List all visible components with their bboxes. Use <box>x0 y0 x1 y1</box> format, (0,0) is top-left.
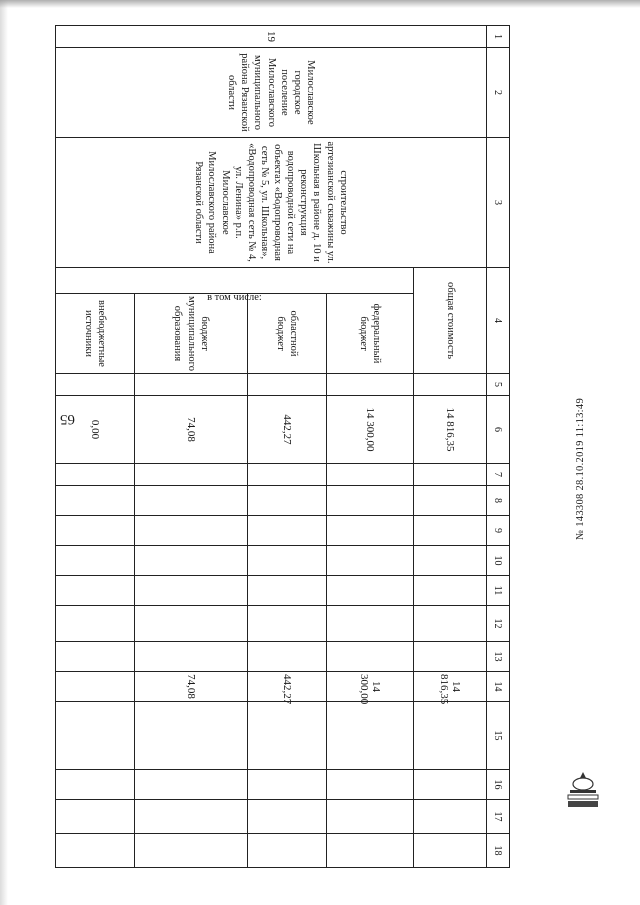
cell-col16 <box>134 770 248 800</box>
col-num: 12 <box>487 606 510 642</box>
cell-col17 <box>326 800 414 834</box>
cell-col12 <box>414 606 487 642</box>
cell-col8 <box>248 486 327 516</box>
col-num: 18 <box>487 834 510 868</box>
cell-col10 <box>414 546 487 576</box>
col-num: 6 <box>487 396 510 464</box>
cell-col8 <box>414 486 487 516</box>
cell-col12 <box>56 606 135 642</box>
cell-col14: 14 816,35 <box>414 672 487 702</box>
cell-col14: 74,08 <box>134 672 248 702</box>
cell-col9 <box>248 516 327 546</box>
cell-col15 <box>134 702 248 770</box>
cell-col14: 442,27 <box>248 672 327 702</box>
cell-col8 <box>56 486 135 516</box>
cell-col8 <box>134 486 248 516</box>
col-num: 13 <box>487 642 510 672</box>
cell-col7 <box>134 464 248 486</box>
cell-col14: 14 300,00 <box>326 672 414 702</box>
col-num: 16 <box>487 770 510 800</box>
cell-col13 <box>134 642 248 672</box>
col-num: 4 <box>487 268 510 374</box>
cell-col13 <box>248 642 327 672</box>
col-num: 9 <box>487 516 510 546</box>
cell-col16 <box>326 770 414 800</box>
registration-stamp: № 143308 28.10.2019 11:13:49 <box>575 398 586 540</box>
cell-col18 <box>326 834 414 868</box>
cell-col11 <box>56 576 135 606</box>
cell-col13 <box>326 642 414 672</box>
row-label: общая стоимость <box>414 268 487 374</box>
cell-col15 <box>56 702 135 770</box>
cell-col6: 14 816,35 <box>414 396 487 464</box>
cell-col17 <box>56 800 135 834</box>
cell-col8 <box>326 486 414 516</box>
financing-table <box>55 25 510 902</box>
cell-col11 <box>134 576 248 606</box>
data-row-total <box>414 26 487 902</box>
cell-col6: 0,00 <box>56 396 135 464</box>
cell-col12 <box>326 606 414 642</box>
row-label: федеральный бюджет <box>326 294 414 374</box>
cell-col12 <box>134 606 248 642</box>
col-num: 10 <box>487 546 510 576</box>
col-num: 15 <box>487 702 510 770</box>
cell-col11 <box>248 576 327 606</box>
cell-col10 <box>248 546 327 576</box>
cell-col15 <box>326 702 414 770</box>
cell-col16 <box>248 770 327 800</box>
col-num: 8 <box>487 486 510 516</box>
rotated-table <box>55 25 510 856</box>
cell-col6: 442,27 <box>248 396 327 464</box>
page-number: 65 <box>60 411 75 427</box>
col-num: 1 <box>487 26 510 48</box>
col-num: 14 <box>487 672 510 702</box>
cell-col5 <box>326 374 414 396</box>
col-num: 11 <box>487 576 510 606</box>
including-label <box>56 268 415 303</box>
cell-col9 <box>414 516 487 546</box>
column-number-row <box>487 26 510 902</box>
cell-col6: 74,08 <box>134 396 248 464</box>
cell-col5 <box>248 374 327 396</box>
cell-col18 <box>414 834 487 868</box>
cell-col9 <box>134 516 248 546</box>
scan-edge-top <box>0 0 640 8</box>
cell-col6: 14 300,00 <box>326 396 414 464</box>
cell-col13 <box>56 642 135 672</box>
cell-col18 <box>134 834 248 868</box>
cell-col7 <box>414 464 487 486</box>
col-num: 2 <box>487 48 510 138</box>
seal-icon <box>566 770 600 810</box>
row-number: 19 <box>56 26 487 48</box>
row-label: областной бюджет <box>248 294 327 374</box>
cell-col5 <box>414 374 487 396</box>
cell-col16 <box>414 770 487 800</box>
cell-col12 <box>248 606 327 642</box>
cell-col14 <box>56 672 135 702</box>
cell-col10 <box>134 546 248 576</box>
cell-col9 <box>326 516 414 546</box>
table-area <box>55 25 510 856</box>
cell-col10 <box>56 546 135 576</box>
col-num: 17 <box>487 800 510 834</box>
scan-edge-left <box>0 0 8 905</box>
cell-col7 <box>248 464 327 486</box>
cell-col15 <box>248 702 327 770</box>
cell-col18 <box>56 834 135 868</box>
cell-col5 <box>56 374 135 396</box>
row-label: бюджет муниципального образования <box>134 294 248 374</box>
cell-col13 <box>414 642 487 672</box>
cell-col5 <box>134 374 248 396</box>
cell-col17 <box>248 800 327 834</box>
project-cell: строительство артезианской скважины ул. Школьная в районе д. 10 и реконструкция водопроводной сети на объектах «Водопроводная сеть № 5, ул. Школьная», «Водопроводная сеть № 4, ул. Ленина» р.п. Милославское Милославского района Рязанской области <box>56 138 487 268</box>
cell-col9 <box>56 516 135 546</box>
row-label: внебюджетные источники <box>56 294 135 374</box>
cell-col17 <box>414 800 487 834</box>
including-label-text: в том числе: <box>207 291 263 303</box>
cell-col15 <box>414 702 487 770</box>
col-num: 5 <box>487 374 510 396</box>
cell-col17 <box>134 800 248 834</box>
cell-col16 <box>56 770 135 800</box>
cell-col11 <box>414 576 487 606</box>
cell-col18 <box>248 834 327 868</box>
col-num: 3 <box>487 138 510 268</box>
cell-col7 <box>56 464 135 486</box>
cell-col7 <box>326 464 414 486</box>
cell-col11 <box>326 576 414 606</box>
recipient-cell: Милославское городское поселение Милославского муниципального района Рязанской области <box>56 48 487 138</box>
col-num: 7 <box>487 464 510 486</box>
cell-col10 <box>326 546 414 576</box>
